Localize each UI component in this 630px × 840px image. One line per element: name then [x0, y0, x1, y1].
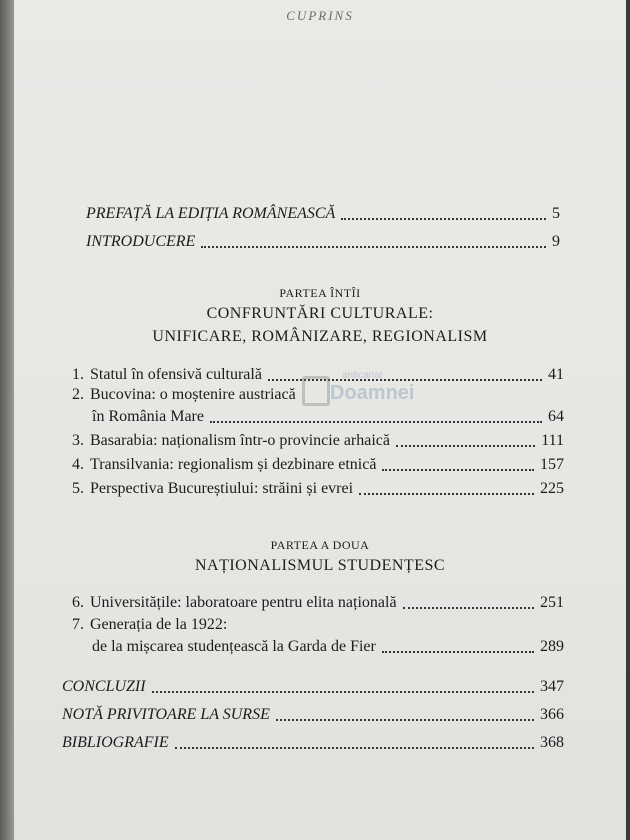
watermark-big-text: Doamnei	[330, 382, 415, 404]
toc-entry-chapter-7-cont	[92, 638, 564, 656]
toc-entry-page: 225	[540, 480, 564, 497]
leader-dots	[382, 647, 534, 653]
toc-entry-title: INTRODUCERE	[86, 233, 196, 250]
leader-dots	[359, 489, 534, 495]
book-page	[14, 0, 626, 840]
watermark-logo-icon	[302, 376, 330, 406]
chapter-number: 5.	[72, 480, 84, 497]
toc-entry-page: 41	[548, 366, 564, 383]
toc-entry-chapter-7	[72, 616, 564, 634]
toc-entry-chapter-6	[72, 594, 564, 612]
toc-entry-page: 157	[540, 456, 564, 473]
toc-entry-title: Generația de la 1922:	[90, 616, 228, 633]
chapter-number: 4.	[72, 456, 84, 473]
toc-entry-page: 251	[540, 594, 564, 611]
leader-dots	[210, 417, 542, 423]
leader-dots	[152, 687, 534, 693]
toc-entry-prefata	[86, 205, 560, 223]
toc-entry-page: 5	[552, 205, 560, 222]
toc-entry-title: CONCLUZII	[62, 678, 146, 695]
toc-entry-chapter-4	[72, 456, 564, 474]
chapter-number: 6.	[72, 594, 84, 611]
toc-entry-page: 111	[541, 432, 564, 449]
toc-entry-chapter-3	[72, 432, 564, 450]
part1-label: PARTEA ÎNTÎI	[279, 286, 361, 300]
leader-dots	[175, 743, 534, 749]
toc-entry-page: 347	[540, 678, 564, 695]
toc-entry-title: NOTĂ PRIVITOARE LA SURSE	[62, 706, 270, 723]
toc-entry-title-cont: de la mișcarea studențească la Garda de Fier	[92, 638, 376, 655]
toc-entry-title: Statul în ofensivă culturală	[90, 366, 262, 383]
part1-title-line2: UNIFICARE, ROMÂNIZARE, REGIONALISM	[152, 328, 488, 345]
chapter-number: 1.	[72, 366, 84, 383]
toc-entry-page: 366	[540, 706, 564, 723]
toc-entry-title: Perspectiva Bucureștiului: străini și evrei	[90, 480, 354, 497]
toc-entry-page: 368	[540, 734, 564, 751]
book-spine-edge	[0, 0, 14, 840]
leader-dots	[341, 214, 546, 220]
toc-entry-page: 64	[548, 408, 564, 425]
toc-entry-title: Transilvania: regionalism și dezbinare etnică	[90, 456, 377, 473]
toc-entry-title-cont: în România Mare	[92, 408, 204, 425]
toc-entry-page: 289	[540, 638, 564, 655]
part2-label: PARTEA A DOUA	[270, 538, 370, 552]
toc-entry-concluzii	[62, 678, 564, 696]
watermark	[302, 370, 415, 410]
leader-dots	[276, 715, 534, 721]
toc-entry-introducere	[86, 233, 560, 251]
leader-dots	[382, 465, 534, 471]
running-header: CUPRINS	[286, 8, 354, 23]
toc-entry-page: 9	[552, 233, 560, 250]
toc-entry-nota-surse	[62, 706, 564, 724]
toc-entry-chapter-2-cont	[92, 408, 564, 426]
leader-dots	[396, 441, 535, 447]
toc-entry-title: Bucovina: o moștenire austriacă	[90, 386, 296, 403]
chapter-number: 3.	[72, 432, 84, 449]
part2-title: NAȚIONALISMUL STUDENȚESC	[194, 557, 446, 574]
leader-dots	[403, 603, 534, 609]
toc-entry-chapter-5	[72, 480, 564, 498]
leader-dots	[201, 242, 546, 248]
chapter-number: 7.	[72, 616, 84, 633]
toc-entry-title: PREFAȚĂ LA EDIȚIA ROMÂNEASCĂ	[86, 205, 336, 222]
toc-entry-title: Universitățile: laboratoare pentru elita națională	[90, 594, 397, 611]
chapter-number: 2.	[72, 386, 84, 403]
part1-title-line1: CONFRUNTĂRI CULTURALE:	[206, 305, 434, 322]
toc-entry-title: Basarabia: naționalism într-o provincie arhaică	[90, 432, 391, 449]
toc-entry-bibliografie	[62, 734, 564, 752]
watermark-small-text: anticariat	[342, 370, 383, 381]
toc-entry-title: BIBLIOGRAFIE	[62, 734, 169, 751]
